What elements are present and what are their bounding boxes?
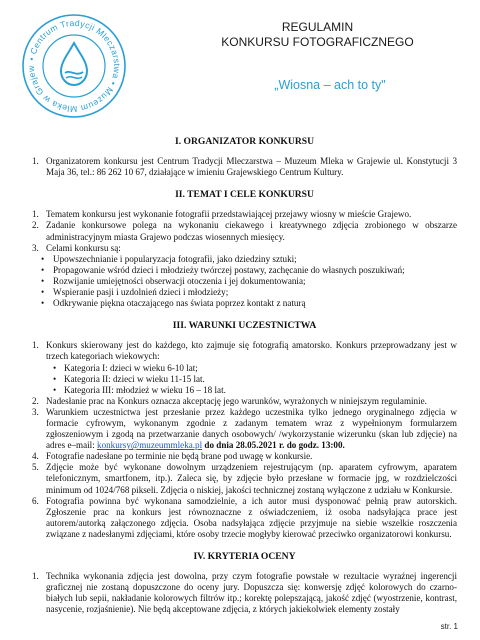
logo-ring-text: • Centrum Tradycji Mleczarstwa • Muzeum Mleka w Grajew xyxy=(25,17,123,115)
item-text: Zdjęcie może być wykonane dowolnym urządzeniem rejestrującym (np. aparatem cyfrowym, aparatem telefonicznym, smartfonem, itp.). Zaleca się, by zdjęcie było przesłane w formacie jpg, w rozdzielczości minimum od 1024/768 pikseli. Zdjęcia o niskiej, jakości technicznej zostaną wyłączone z udziału w Konkursie. xyxy=(46,462,457,495)
item-number: 1. xyxy=(32,156,39,167)
list-item xyxy=(32,220,457,242)
list-item xyxy=(32,396,457,407)
item-number: 4. xyxy=(32,451,39,462)
category-item: • Kategoria I: dzieci w wieku 6-10 lat; xyxy=(32,363,457,374)
item-text: Zadanie konkursowe polega na wykonaniu ciekawego i kreatywnego zdjęcia zrobionego w obszarze administracyjnym miasta Grajewo podczas wiosennych miesięcy. xyxy=(46,220,457,242)
section-heading: IV. KRYTERIA OCENY xyxy=(193,551,296,562)
item-text: Tematem konkursu jest wykonanie fotografii przedstawiającej przejawy wiosny w mieście Grajewo. xyxy=(46,209,412,220)
section-theme-goals xyxy=(32,189,457,309)
item-number: 1. xyxy=(32,209,39,220)
section-heading: I. ORGANIZATOR KONKURSU xyxy=(174,136,315,147)
item-number: 2. xyxy=(32,395,39,406)
goal-item: • Odkrywanie piękna otaczającego nas świata poprzez kontakt z naturą xyxy=(32,298,457,309)
item-number: 5. xyxy=(32,462,39,473)
item-number: 6. xyxy=(32,495,39,506)
category-item: • Kategoria III: młodzież w wieku 16 – 18 lat. xyxy=(32,385,457,396)
email-link[interactable]: konkursy@muzeummleka.pl xyxy=(97,440,203,451)
list-item xyxy=(32,496,457,540)
document-title xyxy=(205,20,430,50)
list-item xyxy=(32,571,457,615)
item-text: Celami konkursu są: xyxy=(46,242,121,253)
list-item xyxy=(32,209,457,220)
section-criteria xyxy=(32,551,457,615)
section-participation xyxy=(32,320,457,540)
item-number: 3. xyxy=(32,406,39,417)
contest-subtitle: „Wiosna – ach to ty" xyxy=(274,78,386,92)
item-number: 3. xyxy=(32,242,39,253)
list-item xyxy=(32,407,457,451)
list-item xyxy=(32,156,457,178)
item-number: 1. xyxy=(32,571,39,582)
section-heading: II. TEMAT I CELE KONKURSU xyxy=(175,189,314,201)
list-item xyxy=(32,462,457,495)
item-number: 2. xyxy=(32,220,39,231)
museum-logo xyxy=(18,10,130,122)
goals-list xyxy=(32,254,457,309)
item-text: Konkurs skierowany jest do każdego, kto zajmuje się fotografią amatorsko. Konkurs przeprowadzany jest w trzech kategoriach wiekowych: xyxy=(46,340,457,362)
item-text: Nadesłanie prac na Konkurs oznacza akceptację jego warunków, wyrażonych w niniejszym regulaminie. xyxy=(46,395,427,406)
goal-item: • Wspieranie pasji i uzdolnień dzieci i młodzieży; xyxy=(32,287,457,298)
item-text: Fotografie nadesłane po terminie nie będą brane pod uwagę w konkursie. xyxy=(46,451,313,462)
title-line-1: REGULAMIN xyxy=(281,20,354,34)
category-item: • Kategoria II: dzieci w wieku 11-15 lat. xyxy=(32,374,457,385)
page-number: str. 1 xyxy=(440,622,458,631)
list-item xyxy=(32,340,457,362)
title-line-2: KONKURSU FOTOGRAFICZNEGO xyxy=(221,35,414,49)
list-item xyxy=(32,243,457,254)
deadline-text: do dnia 28.05.2021 r. do godz. 13:00. xyxy=(204,440,345,451)
item-number: 1. xyxy=(32,340,39,351)
goal-item: • Rozwijanie umiejętności obserwacji otoczenia i jej dokumentowania; xyxy=(32,276,457,287)
goal-item: • Upowszechnianie i popularyzacja fotografii, jako dziedziny sztuki; xyxy=(32,254,457,265)
section-heading: III. WARUNKI UCZESTNICTWA xyxy=(172,320,317,332)
section-organizer xyxy=(32,136,457,178)
goal-item: • Propagowanie wśród dzieci i młodzieży twórczej postawy, zachęcanie do własnych poszukiwań; xyxy=(32,265,457,276)
age-categories-list xyxy=(32,363,457,396)
milk-drop-logo-icon xyxy=(18,10,130,122)
item-text: Fotografia powinna być wykonana samodzielnie, a ich autor musi dysponować pełnią praw autorskich. Zgłoszenie prac na konkurs jest równoznaczne z oświadczeniem, iż osoba nadsyłająca prace jest autorem/autorką załączonego zdjęcia. Osoba nadsyłająca zdjęcie przyjmuje na siebie wszelkie roszczenia związane z nadesłanymi zdjęciami, które osoby trzecie mogłyby kierować przeciwko organizatorowi konkursu. xyxy=(46,495,457,539)
item-text: Technika wykonania zdjęcia jest dowolna, przy czym fotografie powstałe w rezultacie wyraźnej ingerencji graficznej nie zostaną dopuszczone do oceny jury. Dopuszcza się: konwersję zdjęć kolorowych do czarno-białych lub sepii, nakładanie kolorowych filtrów itp.; korektę polepszającą, jakość zdjęć (wyostrzenie, kontrast, nasycenie, rozjaśnienie). Nie będą akceptowane zdjęcia, z których jakiekolwiek elementy zostały xyxy=(46,571,457,615)
list-item xyxy=(32,451,457,462)
item-text: Organizatorem konkursu jest Centrum Tradycji Mleczarstwa – Muzeum Mleka w Grajewie ul. Konstytucji 3 Maja 36, tel.: 86 262 10 67, działające w imieniu Grajewskiego Centrum Kultury. xyxy=(46,156,457,178)
item-text: Warunkiem uczestnictwa jest przesłanie przez każdego uczestnika tylko jednego oryginalnego zdjęcia w formacie cyfrowym, wykonanym zgodnie z zadanym tematem wraz z wypełnionym formularzem zgłoszeniowym i zgodą na przetwarzanie danych osobowych/ /wykorzystanie wizerunku (skan lub zdjęcie) na adres e–mail: xyxy=(46,406,457,451)
regulations-body xyxy=(32,136,457,626)
